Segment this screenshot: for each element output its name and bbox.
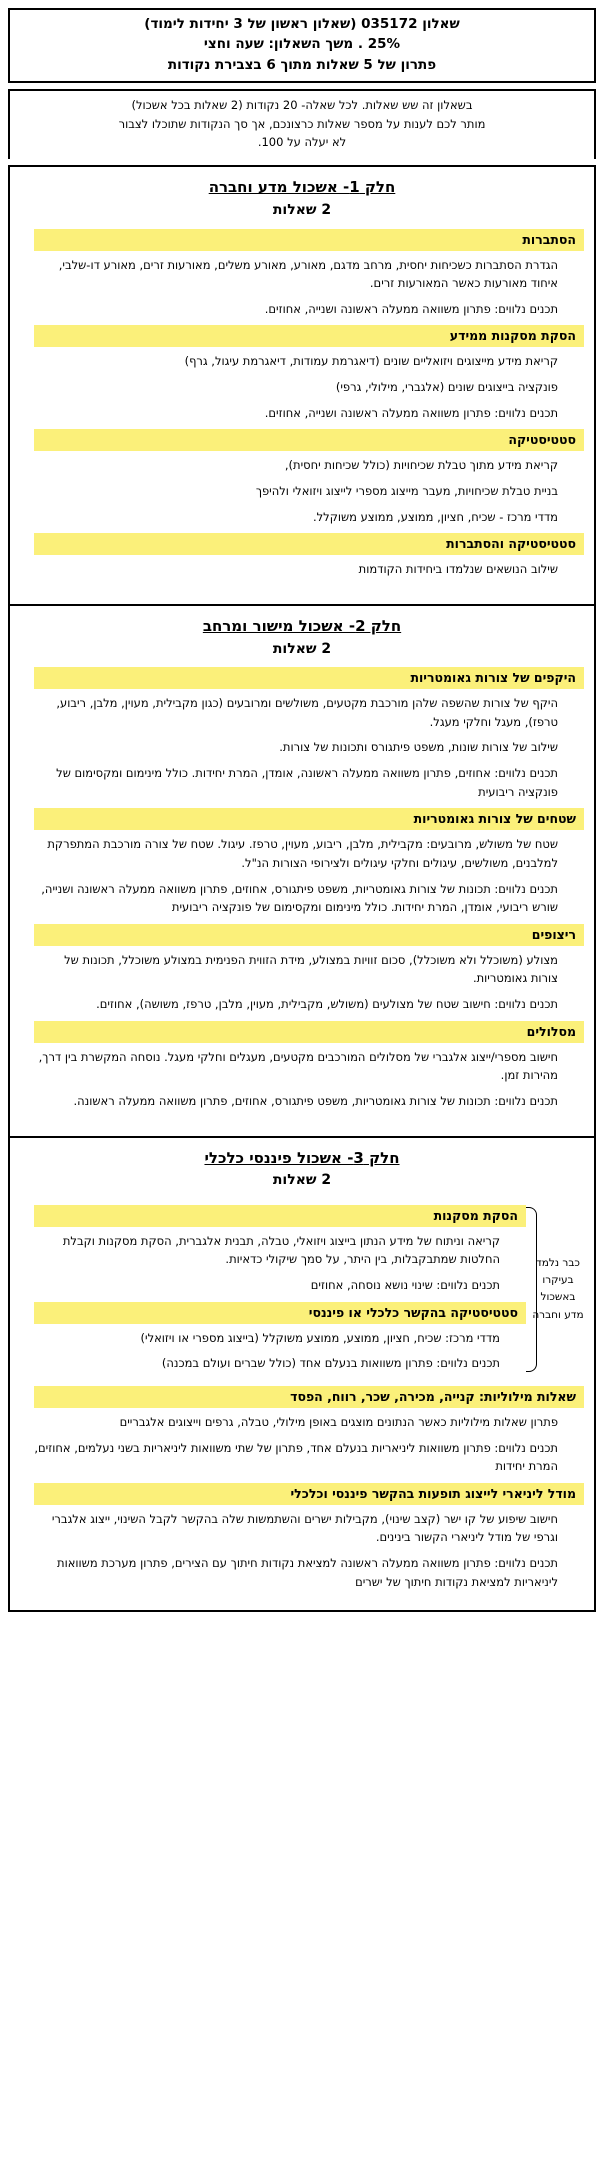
topic-paragraph: תכנים נלווים: תכונות של צורות גאומטריות, משפט פיתגורס, אחוזים, פתרון משוואה ממעלה ראשונה.: [73, 1093, 558, 1108]
topic-paragraph: שטח של משולש, מרובעים: מקבילית, מלבן, ריבוע, מעוין, טרפז. עיגול. שטח של צורה מורכבת המתפרקת למלבנים, משולשים, עיגולים וחלקי עיגולים ולצירופי הצורות הנ"ל.: [47, 837, 558, 870]
topic-paragraph: תכנים נלווים: פתרון משוואה ממעלה ראשונה למציאת נקודות חיתוך עם הצירים, פתרון מערכת משוואות ליניאריות למציאת נקודות חיתוך של ישרים: [57, 1556, 558, 1589]
topic-paragraph: פתרון שאלות מילוליות כאשר הנתונים מוצגים באופן מילולי, טבלה, גרפים וייצוגים אלגבריים: [119, 1414, 558, 1429]
topic: [20, 229, 584, 319]
intro-block: [8, 89, 596, 159]
topic-paragraph: תכנים נלווים: תכונות של צורות גאומטריות, משפט פיתגורס, אחוזים, פתרון משוואה ממעלה ראשונה ושנייה, שורש ריבועי, אומדן, המרת יחידות. כולל מינימום ומקסימום של פונקציה ריבועית: [41, 881, 558, 915]
part-3: [10, 1138, 594, 1611]
topic-paragraph: שילוב של צורות שונות, משפט פיתגורס ותכונות של צורות.: [279, 740, 558, 755]
topic: [20, 1386, 584, 1476]
topic-body: [20, 835, 584, 917]
topic-heading: ריצופים: [34, 924, 584, 946]
topic: [20, 325, 584, 422]
topic: [20, 1021, 584, 1111]
topic-heading: מסלולים: [34, 1021, 584, 1043]
topic: [20, 808, 584, 917]
topic: [20, 667, 584, 801]
header-line-1: שאלון 035172 (שאלון ראשון של 3 יחידות לימוד): [144, 16, 460, 32]
topic-body: [20, 352, 584, 422]
topic-body: [20, 1329, 526, 1373]
topic-paragraph: תכנים נלווים: חישוב שטח של מצולעים (משולש, מקבילית, מעוין, מלבן, טרפז, משושה), אחוזים.: [96, 997, 558, 1011]
topic-paragraph: תכנים נלווים: אחוזים, פתרון משוואה ממעלה ראשונה, אומדן, המרת יחידות. כולל מינימום ומקסימום של פונקציה ריבועית: [56, 766, 558, 799]
exam-syllabus-page: [0, 8, 604, 1612]
intro-line-2: מותר לכם לענות על מספר שאלות כרצונכם, אך סך הנקודות שתוכלו לצבור: [118, 116, 486, 131]
topic-body: [20, 560, 584, 579]
topic: [20, 533, 584, 579]
topic-paragraph: תכנים נלווים: שינוי נושא נוסחה, אחוזים: [310, 1278, 500, 1293]
topic-heading: הסקת מסקנות: [34, 1205, 526, 1227]
topic-body: [20, 1048, 584, 1111]
topic-body: [20, 951, 584, 1014]
topic: [20, 429, 584, 526]
topic-paragraph: חישוב שיפוע של קו ישר (קצב שינוי), מקבילות ישרים והשתמשות שלה בהקשר לקבל השינוי, ייצוג אלגברי וגרפי של מודל ליניארי הקשור בינינים.: [51, 1511, 558, 1545]
part-3-subtitle: 2 שאלות: [272, 1172, 332, 1189]
topic-paragraph: בניית טבלת שכיחויות, מעבר מייצוג מספרי לייצוג ויזואלי ולהיפך: [255, 483, 558, 498]
part-1-subtitle: 2 שאלות: [272, 201, 332, 218]
topic-heading: שטחים של צורות גאומטריות: [34, 808, 584, 830]
topic-paragraph: מצולע (משוכלל ולא משוכלל), סכום זוויות במצולע, מידת הזווית הפנימית במצולע משוכלל, תכונות של צורות גאומטריות.: [64, 952, 558, 986]
topic-paragraph: קריאת מידע מתוך טבלת שכיחויות (כולל שכיחות יחסית),: [284, 458, 558, 473]
topic: [20, 1302, 526, 1373]
topic-paragraph: היקף של צורות שהשפה שלהן מורכבת מקטעים, משולשים ומרובעים (כגון מקבילית, מעוין, מלבן, ריבוע, טרפז), מעגל וחלקי מעגל.: [56, 696, 558, 729]
topic-body: [20, 1413, 584, 1476]
topic-paragraph: תכנים נלווים: פתרון משוואות בנעלם אחד (כולל שברים ועולם במכנה): [161, 1356, 500, 1371]
topic-heading: הסקת מסקנות ממידע: [34, 325, 584, 347]
topic-body: [20, 1232, 526, 1295]
topic: [20, 1205, 526, 1295]
header-line-3: פתרון של 5 שאלות מתוך 6 בצבירת נקודות: [167, 56, 437, 73]
topic-paragraph: חישוב מספרי/ייצוג אלגברי של מסלולים המורכבים מקטעים, מעגלים וחלקי מעגל. נוסחה המקשרת בין דרך, מהירות זמן.: [38, 1049, 558, 1083]
topic-body: [20, 694, 584, 801]
topic-paragraph: שילוב הנושאים שנלמדו ביחידות הקודמות: [358, 562, 558, 577]
part-1-title: חלק 1- אשכול מדע וחברה: [208, 178, 396, 197]
topic-heading: היקפים של צורות גאומטריות: [34, 667, 584, 689]
intro-line-1: בשאלון זה שש שאלות. לכל שאלה- 20 נקודות (2 שאלות בכל אשכול): [131, 97, 473, 112]
topic-body: [20, 1510, 584, 1592]
topic-heading: סטטיסטיקה והסתברות: [34, 533, 584, 555]
topic: [20, 1483, 584, 1592]
topic-heading: סטטיסטיקה: [34, 429, 584, 451]
brace-shape: [526, 1207, 537, 1372]
side-annotation: [526, 1199, 584, 1380]
topic-body: [20, 456, 584, 526]
topic-paragraph: תכנים נלווים: פתרון משוואה ממעלה ראשונה ושנייה, אחוזים.: [264, 405, 558, 420]
topic-body: [20, 256, 584, 319]
topic-paragraph: פונקציה בייצוגים שונים (אלגברי, מילולי, גרפי): [335, 380, 558, 395]
topic-paragraph: קריאת מידע מייצוגים ויזואליים שונים (דיאגרמת עמודות, דיאגרמת עיגול, גרף): [184, 354, 558, 369]
topic-heading: מודל ליניארי לייצוג תופעות בהקשר פיננסי וכלכלי: [34, 1483, 584, 1505]
topic-paragraph: מדדי מרכז: שכיח, חציון, ממוצע, ממוצע משוקלל (בייצוג מספרי או ויזואלי): [140, 1330, 500, 1345]
topic-paragraph: תכנים נלווים: פתרון משוואות ליניאריות בנעלם אחד, פתרון של שתי משוואות ליניאריות בשני נעלמים, אחוזים, המרת יחידות: [34, 1440, 558, 1474]
topic: [20, 924, 584, 1014]
part-2: [10, 606, 594, 1138]
part-2-subtitle: 2 שאלות: [272, 640, 332, 657]
topic-paragraph: מדדי מרכז - שכיח, חציון, ממוצע, ממוצע משוקלל.: [312, 509, 558, 524]
topic-heading: הסתברות: [34, 229, 584, 251]
topic-paragraph: תכנים נלווים: פתרון משוואה ממעלה ראשונה ושנייה, אחוזים.: [264, 301, 558, 316]
topic-heading: סטטיסטיקה בהקשר כלכלי או פיננסי: [34, 1302, 526, 1324]
document-header: [8, 8, 596, 83]
part-3-title: חלק 3- אשכול פיננסי כלכלי: [204, 1148, 400, 1167]
topic-heading: שאלות מילוליות: קנייה, מכירה, שכר, רווח, הפסד: [34, 1386, 584, 1408]
parts-container: [8, 165, 596, 1612]
topic-paragraph: הגדרת הסתברות כשכיחות יחסית, מרחב מדגם, מאורע, מאורע משלים, מאורעות זרים, מאורע דו-שלבי, איחוד מאורעות כאשר המאורעות זרים.: [58, 257, 558, 291]
part-1: [10, 167, 594, 606]
intro-line-3: לא יעלה על 100.: [257, 135, 347, 150]
side-annotation-text: כבר נלמד בעיקרו באשכול מדע וחברה: [532, 1256, 584, 1321]
topic-paragraph: קריאה וניתוח של מידע הנתון בייצוג ויזואלי, טבלה, תבנית אלגברית, הסקת מסקנות וקבלת החלטות שמתבקבלות, בין היתר, על סמך שיקולי כדאיות.: [62, 1233, 500, 1267]
part-2-title: חלק 2- אשכול מישור ומרחב: [202, 616, 402, 635]
header-line-2: 25% . משך השאלון: שעה וחצי: [203, 36, 401, 53]
